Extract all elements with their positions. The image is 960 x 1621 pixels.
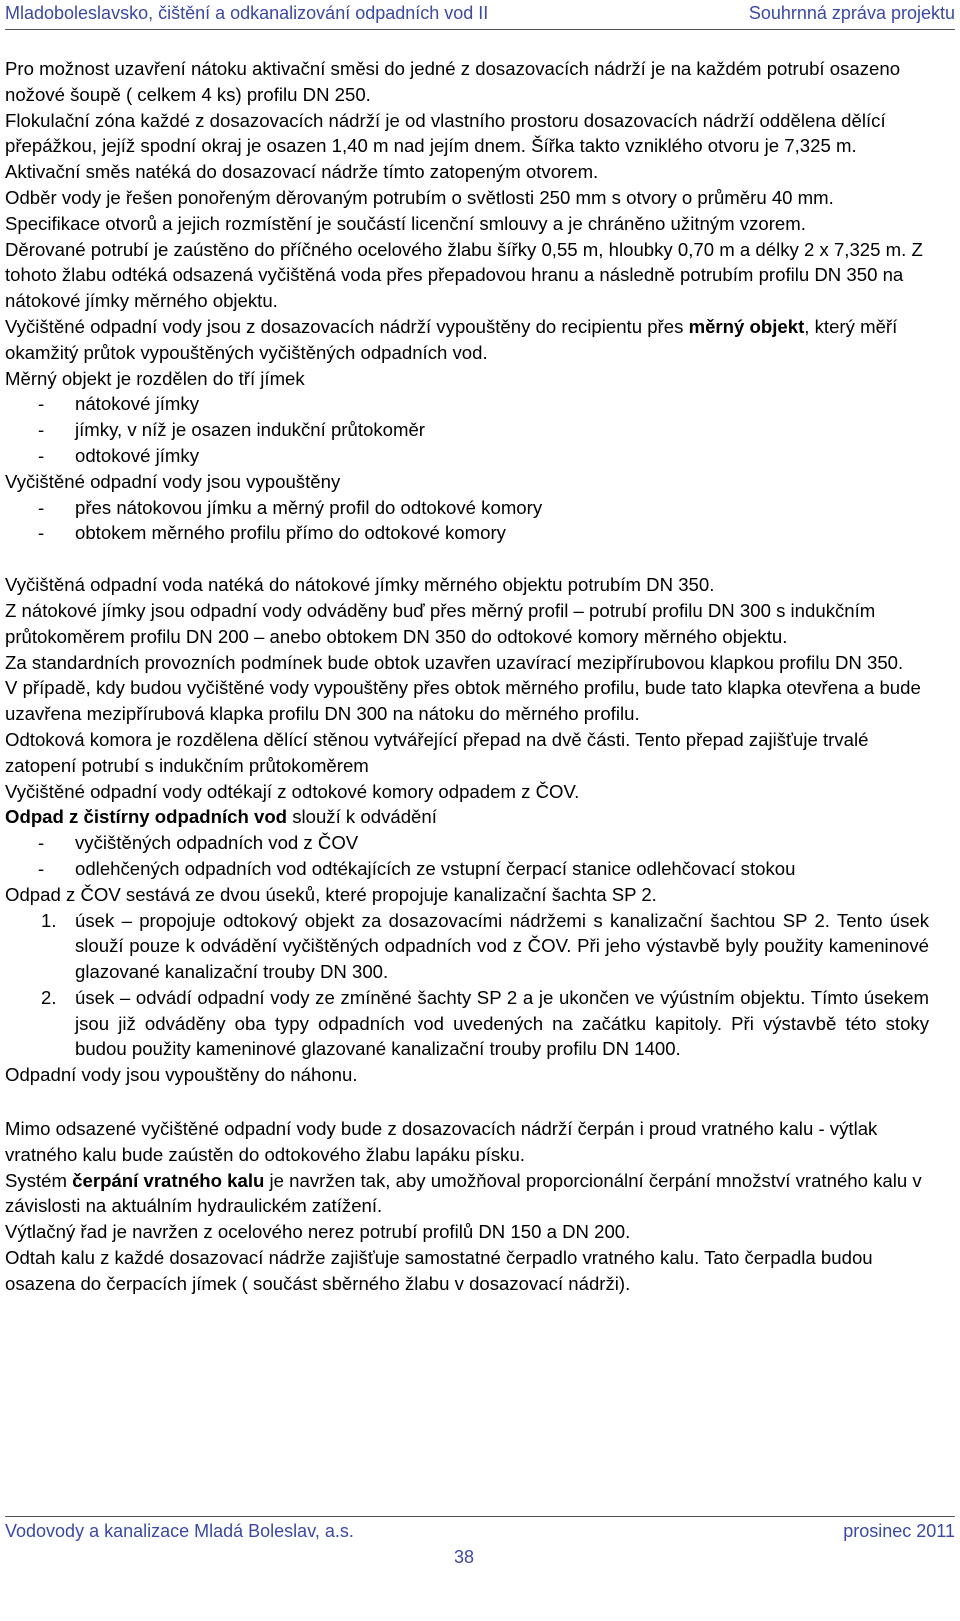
numbered-list-item: 1. úsek – propojuje odtokový objekt za dosazovacími nádržemi s kanalizační šachtou SP 2. Tento úsek slouží pouze k odvádění vyčištěných odpadních vod z ČOV. Při jeho výstavbě byly použity kameninové glazované kanalizační trouby DN 300.: [41, 909, 929, 983]
paragraph-merny-objekt: Vyčištěné odpadní vody jsou z dosazovacích nádrží vypouštěny do recipientu přes měrný objekt, který měří okamžitý průtok vypouštěných vyčištěných odpadních vod.: [5, 315, 898, 363]
list-item: - obtokem měrného profilu přímo do odtokové komory: [5, 520, 929, 546]
paragraph: V případě, kdy budou vyčištěné vody vypouštěny přes obtok měrného profilu, bude tato klapka otevřena a bude uzavřena mezipřírubová klapka profilu DN 300 na nátoku do měrného profilu.: [5, 677, 921, 725]
paragraph-cerpani: Systém čerpání vratného kalu je navržen tak, aby umožňoval proporcionální čerpání množství vratného kalu v závislosti na aktuálním hydraulickém zatížení.: [5, 1169, 922, 1217]
list-dash: -: [38, 444, 45, 466]
paragraph: Odpad z ČOV sestává ze dvou úseků, které propojuje kanalizační šachta SP 2.: [5, 883, 657, 905]
list-item: - vyčištěných odpadních vod z ČOV: [5, 830, 929, 856]
paragraph: Děrované potrubí je zaústěno do příčného ocelového žlabu šířky 0,55 m, hloubky 0,70 m a délky 2 x 7,325 m. Z tohoto žlabu odtéká odsazená vyčištěná voda přes přepadovou hranu a následně potrubím profilu DN 350 na nátokové jímky měrného objektu.: [5, 238, 923, 312]
list-item: - nátokové jímky: [5, 391, 929, 417]
paragraph: Odtah kalu z každé dosazovací nádrže zajišťuje samostatné čerpadlo vratného kalu. Tato čerpadla budou osazena do čerpacích jímek ( součást sběrného žlabu v dosazovací nádrži).: [5, 1247, 873, 1294]
list-dash: -: [38, 857, 45, 879]
list-number: 1.: [41, 909, 57, 931]
spacer: [5, 1088, 929, 1116]
paragraph-odpad: Odpad z čistírny odpadních vod slouží k odvádění: [5, 806, 437, 828]
page-header: [5, 3, 955, 28]
list-jimky: [5, 391, 929, 468]
spacer: [5, 546, 929, 572]
paragraph: Vyčištěné odpadní vody jsou vypouštěny: [5, 470, 341, 492]
bold-term: čerpání vratného kalu: [72, 1169, 265, 1191]
paragraph: Měrný objekt je rozdělen do tří jímek: [5, 367, 305, 389]
footer-company: Vodovody a kanalizace Mladá Boleslav, a.s.: [5, 1521, 354, 1541]
list-dash: -: [38, 393, 45, 415]
bold-term: Odpad z čistírny odpadních vod: [5, 806, 288, 828]
paragraph: Z nátokové jímky jsou odpadní vody odváděny buď přes měrný profil – potrubí profilu DN 300 s indukčním průtokoměrem profilu DN 200 – anebo obtokem DN 350 do odtokové komory měrného objektu.: [5, 599, 876, 647]
bold-term: měrný objekt: [688, 315, 805, 337]
list-odpad: [5, 830, 929, 882]
list-item: - odlehčených odpadních vod odtékajících ze vstupní čerpací stanice odlehčovací stokou: [5, 856, 929, 882]
paragraph: Výtlačný řad je navržen z ocelového nerez potrubí profilů DN 150 a DN 200.: [5, 1221, 631, 1243]
header-report-title: Souhrnná zpráva projektu: [748, 3, 955, 23]
list-number: 2.: [41, 986, 57, 1008]
page-number: 38: [453, 1547, 475, 1567]
paragraph: Odběr vody je řešen ponořeným děrovaným potrubím o světlosti 250 mm s otvory o průměru 40 mm. Specifikace otvorů a jejich rozmístění je součástí licenční smlouvy a je chráněno užitným vzorem.: [5, 186, 834, 234]
list-dash: -: [38, 419, 45, 441]
paragraph: Odpadní vody jsou vypouštěny do náhonu.: [5, 1064, 358, 1086]
header-divider: [5, 29, 955, 30]
list-vypousteni: [5, 495, 929, 547]
footer-divider: [5, 1516, 955, 1517]
paragraph: Mimo odsazené vyčištěné odpadní vody bude z dosazovacích nádrží čerpán i proud vratného kalu - výtlak vratného kalu bude zaústěn do odtokového žlabu lapáku písku.: [5, 1118, 878, 1165]
list-item: - jímky, v níž je osazen indukční průtokoměr: [5, 417, 929, 443]
list-item: - odtokové jímky: [5, 443, 929, 469]
list-dash: -: [38, 832, 45, 854]
list-dash: -: [38, 522, 45, 544]
numbered-list-item: 2. úsek – odvádí odpadní vody ze zmíněné šachty SP 2 a je ukončen ve výústním objektu. Tímto úsekem jsou již odváděny oba typy odpadních vod uvedených na začátku kapitoly. Při výstavbě této stoky budou použity kameninové glazované kanalizační trouby profilu DN 1400.: [41, 986, 929, 1060]
numbered-list-useky: [5, 908, 929, 1063]
list-dash: -: [38, 496, 45, 518]
paragraph: Pro možnost uzavření nátoku aktivační směsi do jedné z dosazovacích nádrží je na každém potrubí osazeno nožové šoupě ( celkem 4 ks) profilu DN 250.: [5, 58, 901, 105]
footer-date: prosinec 2011: [843, 1521, 955, 1541]
paragraph: Za standardních provozních podmínek bude obtok uzavřen uzavírací mezipřírubovou klapkou profilu DN 350.: [5, 651, 904, 673]
page-footer: [5, 1521, 955, 1546]
paragraph: Flokulační zóna každé z dosazovacích nádrží je od vlastního prostoru dosazovacích nádrží oddělena dělící přepážkou, jejíž spodní okraj je osazen 1,40 m nad jejím dnem. Šířka takto vzniklého otvoru je 7,325 m. Aktivační směs natéká do dosazovací nádrže tímto zatopeným otvorem.: [5, 109, 886, 183]
paragraph: Odtoková komora je rozdělena dělící stěnou vytvářející přepad na dvě části. Tento přepad zajišťuje trvalé zatopení potrubí s indukčním průtokoměrem: [5, 728, 869, 776]
paragraph: Vyčištěná odpadní voda natéká do nátokové jímky měrného objektu potrubím DN 350.: [5, 574, 715, 596]
document-body: [5, 56, 929, 1297]
header-project-title: Mladoboleslavsko, čištění a odkanalizování odpadních vod II: [5, 3, 489, 23]
list-item: - přes nátokovou jímku a měrný profil do odtokové komory: [5, 495, 929, 521]
paragraph: Vyčištěné odpadní vody odtékají z odtokové komory odpadem z ČOV.: [5, 780, 580, 802]
